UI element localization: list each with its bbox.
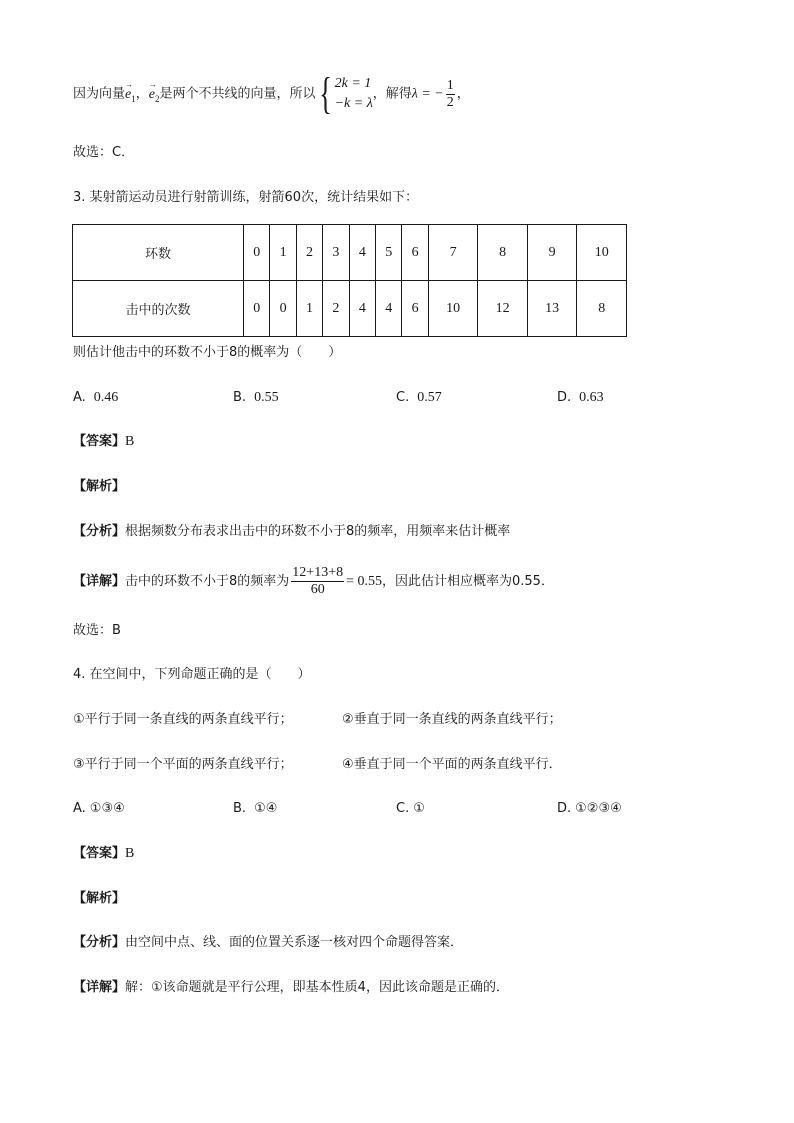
q4-option-d: D. ①②③④ xyxy=(557,801,622,816)
q4-prop-3: ③平行于同一个平面的两条直线平行； xyxy=(73,757,293,772)
q3-detail xyxy=(73,563,554,601)
detail-tag: 【详解】 xyxy=(73,574,126,589)
equation-system xyxy=(315,69,373,118)
vectors-prefix: 因为向量 xyxy=(73,86,126,102)
table-cell: 4 xyxy=(376,281,402,337)
q2-result: 故选：C． xyxy=(73,145,135,160)
q4-stem: 4. 在空间中，下列命题正确的是（ ） xyxy=(73,667,311,682)
frequency-table xyxy=(72,224,627,337)
table-cell: 10 xyxy=(428,281,478,337)
table-cell: 1 xyxy=(270,225,296,281)
table-cell: 3 xyxy=(323,225,349,281)
equation-row-2: −k = λ xyxy=(334,96,373,111)
comma-sep: ， xyxy=(135,86,149,102)
vector-e1: → $e_1$ xyxy=(125,86,136,108)
vector-e2: → $e_2$ xyxy=(149,86,160,108)
table-cell: 12 xyxy=(478,281,528,337)
table-cell: 2 xyxy=(323,281,349,337)
q3-analysis-tag: 【解析】 xyxy=(73,479,126,494)
detail-eq: = 0.55 xyxy=(346,574,382,589)
q4-answer xyxy=(73,845,134,863)
detail-pre: 击中的环数不小于8的频率为 xyxy=(125,574,290,589)
q3-option-b: B. 0.55 xyxy=(233,390,279,405)
detail-post: ，因此估计相应概率为0.55． xyxy=(382,574,554,589)
q3-option-d: D. 0.63 xyxy=(557,390,604,405)
table-cell: 10 xyxy=(577,225,627,281)
answer-tag: 【答案】 xyxy=(73,846,126,861)
table-cell: 8 xyxy=(577,281,627,337)
solve-text: ，解得 xyxy=(372,86,412,102)
q3-result: 故选：B xyxy=(73,623,121,638)
q4-fenxi xyxy=(73,934,463,952)
table-cell: 2 xyxy=(296,225,322,281)
detail-text: 解：①该命题就是平行公理，即基本性质4，因此该命题是正确的． xyxy=(125,980,509,995)
fenxi-tag: 【分析】 xyxy=(73,935,126,950)
table-cell: 6 xyxy=(402,281,428,337)
table-row-rings xyxy=(73,225,627,281)
q3-question: 则估计他击中的环数不小于8的概率为（ ） xyxy=(73,345,342,360)
vectors-mid: 是两个不共线的向量，所以 xyxy=(159,86,316,102)
table-header-rings: 环数 xyxy=(73,225,244,281)
left-brace-icon: { xyxy=(319,69,333,118)
fraction-half: $\frac{1}{2}$ xyxy=(446,77,454,110)
q3-option-a: A. 0.46 xyxy=(73,390,119,405)
fenxi-tag: 【分析】 xyxy=(73,524,126,539)
table-cell: 5 xyxy=(376,225,402,281)
q4-detail xyxy=(73,979,509,997)
lambda-expression: λ = − xyxy=(411,86,444,102)
table-cell: 6 xyxy=(402,225,428,281)
table-cell: 4 xyxy=(349,281,375,337)
q4-analysis-tag: 【解析】 xyxy=(73,891,126,906)
fenxi-text: 根据频数分布表求出击中的环数不小于8的频率，用频率来估计概率 xyxy=(125,524,511,539)
q4-option-c: C. ① xyxy=(396,801,425,816)
table-cell: 7 xyxy=(428,225,478,281)
table-row-hits xyxy=(73,281,627,337)
equation-row-1: 2k = 1 xyxy=(334,76,372,91)
q3-option-c: C. 0.57 xyxy=(396,390,442,405)
table-cell: 13 xyxy=(527,281,577,337)
q4-option-a: A. ①③④ xyxy=(73,801,125,816)
q4-prop-1: ①平行于同一条直线的两条直线平行； xyxy=(73,712,293,727)
answer-value: B xyxy=(125,434,135,449)
table-cell: 0 xyxy=(244,281,270,337)
table-cell: 1 xyxy=(296,281,322,337)
fenxi-text: 由空间中点、线、面的位置关系逐一核对四个命题得答案． xyxy=(125,935,464,950)
q4-prop-2: ②垂直于同一条直线的两条直线平行； xyxy=(342,712,562,727)
table-header-hits: 击中的次数 xyxy=(73,281,244,337)
detail-fraction: $\frac{12+13+8}{60}$ xyxy=(292,565,344,597)
vector-arrow-icon: → xyxy=(148,79,157,89)
q4-option-b: B. ①④ xyxy=(233,801,278,816)
answer-tag: 【答案】 xyxy=(73,434,126,449)
table-cell: 4 xyxy=(349,225,375,281)
table-cell: 9 xyxy=(527,225,577,281)
solution-line-vectors xyxy=(73,69,470,118)
q3-stem: 3. 某射箭运动员进行射箭训练，射箭60次，统计结果如下： xyxy=(73,190,419,205)
vector-arrow-icon: → xyxy=(125,79,134,89)
q3-fenxi xyxy=(73,523,510,541)
table-cell: 0 xyxy=(270,281,296,337)
table-cell: 8 xyxy=(478,225,528,281)
line-end: ， xyxy=(456,86,470,102)
answer-value: B xyxy=(125,846,135,861)
q4-prop-4: ④垂直于同一个平面的两条直线平行． xyxy=(342,757,562,772)
table-cell: 0 xyxy=(244,225,270,281)
q3-answer xyxy=(73,433,134,451)
detail-tag: 【详解】 xyxy=(73,980,126,995)
